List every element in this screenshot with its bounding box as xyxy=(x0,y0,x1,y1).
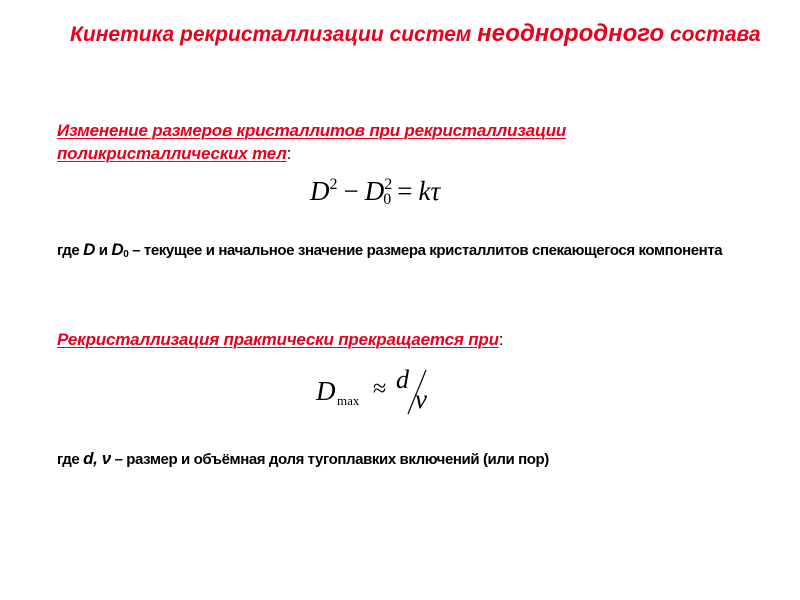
note1-sub: 0 xyxy=(123,249,129,260)
note1-post: – текущее и начальное значение размера кристаллитов спекающегося компонента xyxy=(128,242,723,259)
note2-vars: d, ν xyxy=(83,449,111,468)
section1-heading-line2 xyxy=(57,144,291,164)
formula1-D: D xyxy=(310,176,330,206)
note1-pre: где xyxy=(57,242,84,259)
formula1-minus: − xyxy=(343,176,359,206)
section1-heading-line1: Изменение размеров кристаллитов при рекристаллизации xyxy=(57,121,567,140)
note1-var2: D xyxy=(111,240,124,259)
note2-pre: где xyxy=(57,451,84,468)
note2-post: – размер и объёмная доля тугоплавких включений (или пор) xyxy=(110,451,549,468)
formula1-rhs: kτ xyxy=(418,176,441,206)
title-part2: неоднородного xyxy=(477,20,665,47)
section2-heading-text: Рекристаллизация практически прекращается при xyxy=(57,330,499,349)
formula2-denominator: ν xyxy=(415,384,427,414)
formula2-approx: ≈ xyxy=(373,376,387,402)
section2-heading-colon: : xyxy=(498,330,504,349)
slide-title xyxy=(70,20,770,48)
formula1-sub0: 0 xyxy=(383,191,392,208)
title-part1: Кинетика рекристаллизации систем xyxy=(70,23,478,46)
formula-grain-growth xyxy=(310,176,440,207)
section2-note xyxy=(57,449,549,469)
section1-note xyxy=(57,240,722,260)
note1-and: и xyxy=(95,242,112,259)
formula1-D0: D xyxy=(364,176,385,206)
formula-max-size xyxy=(316,365,456,418)
title-part3: состава xyxy=(664,23,761,46)
formula1-eq: = xyxy=(397,176,413,206)
section2-heading xyxy=(57,330,503,350)
section1-heading-colon: : xyxy=(286,144,292,163)
formula1-exp2: 2 xyxy=(384,176,393,193)
formula1-exp1: 2 xyxy=(329,176,338,193)
formula2-numerator: d xyxy=(396,365,409,394)
section1-heading-text: поликристаллических тел xyxy=(57,144,287,163)
formula2-D: D xyxy=(316,376,336,406)
formula2-sub-max: max xyxy=(337,393,360,408)
note1-var1: D xyxy=(83,240,95,259)
